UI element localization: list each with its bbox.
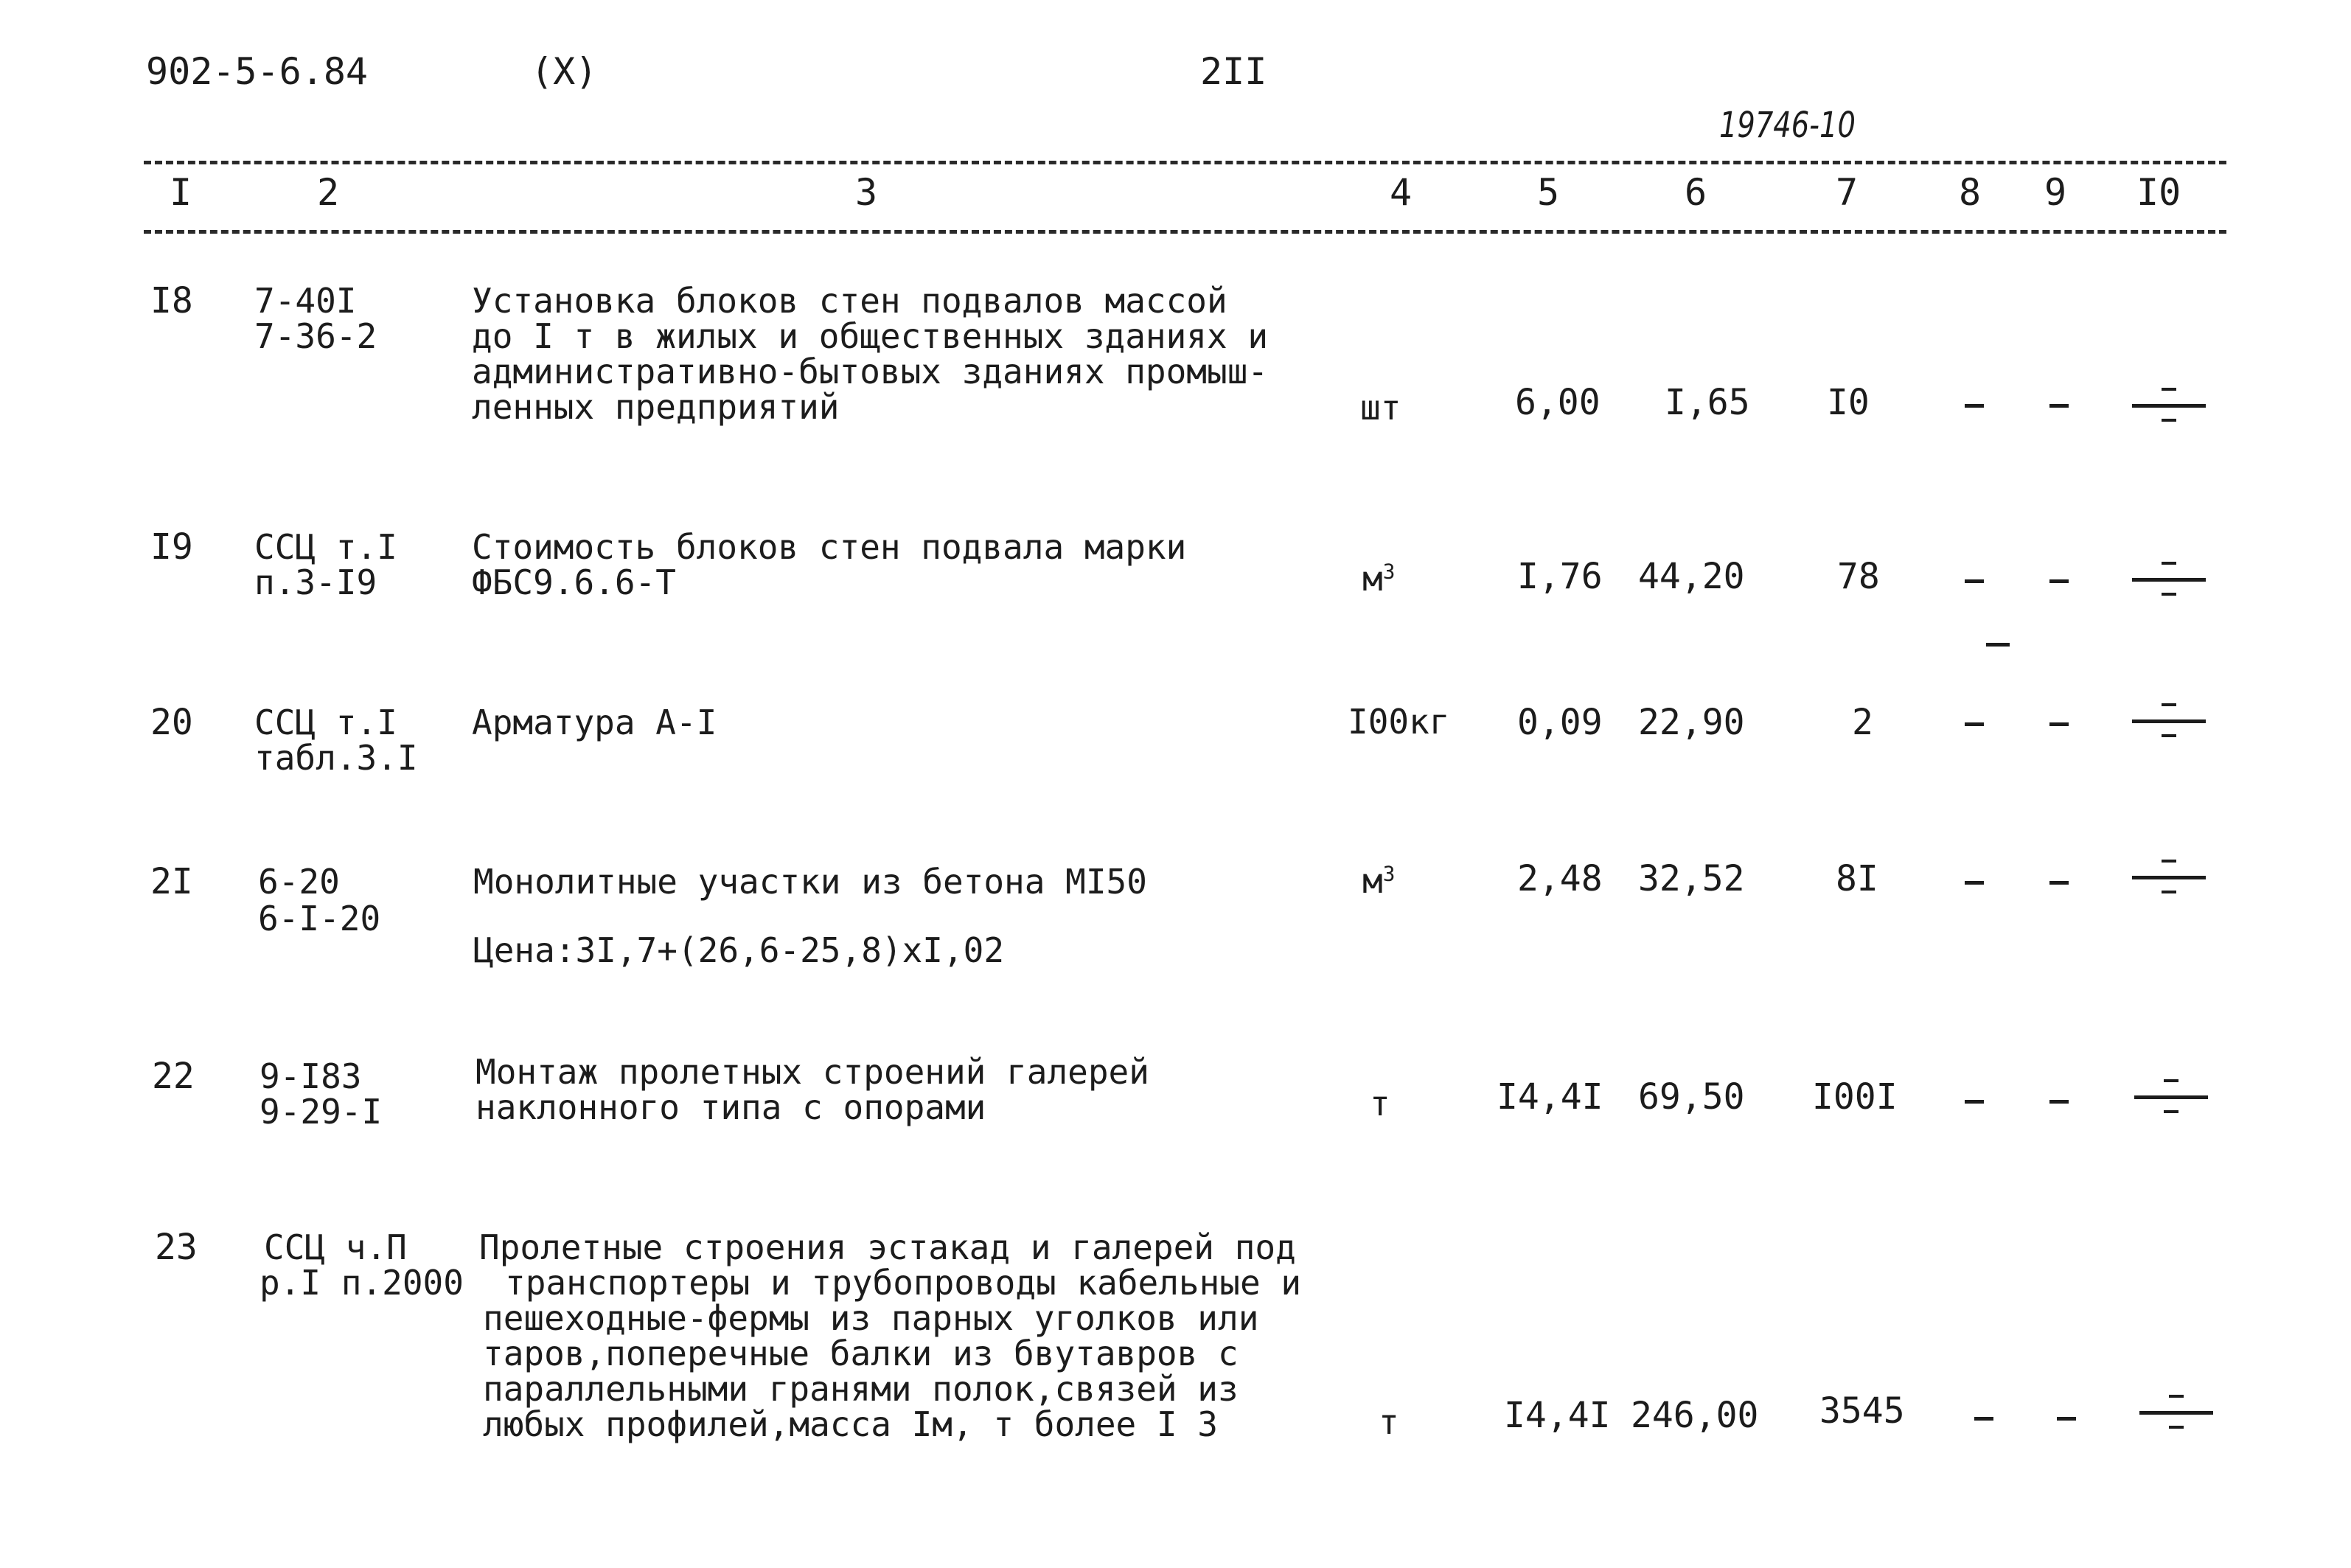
total-cost: 78: [1837, 556, 1880, 597]
work-description: Монтаж пролетных строений галерей: [476, 1052, 1149, 1092]
empty-cell-dash: [1974, 1417, 1993, 1421]
norm-code: ССЦ ч.П: [264, 1227, 407, 1267]
header-rule-bottom: [144, 230, 2226, 234]
division-mark: [2132, 857, 2206, 898]
division-mark: [2132, 700, 2206, 742]
price-note: Цена:3I,7+(26,6-25,8)хI,02: [473, 930, 1005, 970]
work-description: транспортеры и трубопроводы кабельные и: [505, 1263, 1302, 1303]
empty-cell-dash: [1965, 722, 1984, 726]
norm-code: 7-40I: [254, 281, 357, 321]
unit: т: [1370, 1084, 1390, 1123]
quantity: 2,48: [1517, 858, 1603, 899]
unit-price: 22,90: [1638, 702, 1745, 743]
total-cost: 8I: [1836, 858, 1878, 899]
work-description: любых профилей,масса Iм, т более I 3: [483, 1404, 1218, 1444]
quantity: 6,00: [1515, 382, 1601, 423]
work-description: Монолитные участки из бетона МI50: [473, 862, 1147, 902]
quantity: I4,4I: [1504, 1395, 1611, 1436]
unit-price: 246,00: [1631, 1395, 1759, 1436]
row-number: 22: [152, 1056, 195, 1097]
row-number: 2I: [150, 861, 193, 902]
column-header: 3: [855, 171, 878, 214]
column-header: 9: [2044, 171, 2067, 214]
work-description: Стоимость блоков стен подвала марки: [472, 527, 1187, 567]
norm-code: ССЦ т.I: [254, 703, 397, 742]
norm-code: 6-20: [258, 862, 340, 902]
unit: т: [1379, 1402, 1399, 1442]
work-description: таров,поперечные балки из бвутавров с: [483, 1334, 1239, 1373]
work-description: ФБС9.6.6-Т: [472, 562, 676, 602]
work-description: параллельными гранями полок,связей из: [483, 1369, 1239, 1409]
column-header: 5: [1537, 171, 1560, 214]
column-header: I: [170, 171, 192, 214]
norm-code: 9-I83: [260, 1056, 362, 1096]
norm-code: табл.3.I: [254, 738, 418, 778]
quantity: 0,09: [1517, 702, 1603, 743]
work-description: пешеходные-фермы из парных уголков или: [483, 1298, 1259, 1338]
unit-price: 44,20: [1638, 556, 1745, 597]
row-number: 20: [150, 702, 193, 743]
norm-code: ССЦ т.I: [254, 527, 397, 567]
row-number: 23: [155, 1227, 198, 1268]
unit: I00кг: [1348, 702, 1450, 742]
work-description: Арматура А-I: [472, 703, 717, 742]
column-header: 4: [1390, 171, 1413, 214]
document-code: 902-5-6.84: [146, 50, 369, 93]
division-mark: [2132, 385, 2206, 426]
empty-cell-dash: [2057, 1417, 2076, 1421]
column-header: 8: [1959, 171, 1982, 214]
empty-cell-dash: [1965, 579, 1984, 583]
empty-cell-dash: [2049, 579, 2069, 583]
quantity: I,76: [1517, 556, 1603, 597]
empty-cell-dash: [1965, 1100, 1984, 1104]
column-header: 2: [317, 171, 340, 214]
work-description: Пролетные строения эстакад и галерей под: [479, 1227, 1296, 1267]
unit-price: I,65: [1665, 382, 1750, 423]
empty-cell-dash: [2049, 722, 2069, 726]
work-description: ленных предприятий: [472, 387, 840, 427]
stray-mark: [1986, 643, 2010, 647]
column-header: 6: [1685, 171, 1707, 214]
work-description: административно-бытовых зданиях промыш-: [472, 352, 1269, 391]
empty-cell-dash: [2049, 404, 2069, 408]
empty-cell-dash: [1965, 404, 1984, 408]
division-mark: [2134, 1076, 2208, 1118]
norm-code: п.3-I9: [254, 562, 377, 602]
empty-cell-dash: [2049, 881, 2069, 885]
empty-cell-dash: [1965, 881, 1984, 885]
division-mark: [2132, 559, 2206, 600]
total-cost: 2: [1852, 702, 1873, 743]
norm-code: р.I п.2000: [260, 1263, 464, 1303]
norm-code: 7-36-2: [254, 316, 377, 356]
stamp-number: 19746-10: [1719, 105, 1856, 146]
header-rule-top: [144, 161, 2226, 164]
division-mark: [2139, 1392, 2213, 1433]
work-description: до I т в жилых и общественных зданиях и: [472, 316, 1269, 356]
unit-price: 69,50: [1638, 1076, 1745, 1118]
empty-cell-dash: [2049, 1100, 2069, 1104]
page-number: 2II: [1200, 50, 1267, 93]
row-number: I9: [150, 526, 193, 568]
total-cost: I00I: [1812, 1076, 1898, 1118]
unit: $м^3$: [1362, 861, 1396, 901]
unit: $м^3$: [1362, 559, 1396, 599]
unit-price: 32,52: [1638, 858, 1745, 899]
total-cost: 3545: [1819, 1390, 1905, 1432]
quantity: I4,4I: [1497, 1076, 1603, 1118]
row-number: I8: [150, 280, 193, 321]
work-description: наклонного типа с опорами: [476, 1087, 986, 1127]
norm-code: 6-I-20: [258, 899, 381, 938]
unit: шт: [1360, 388, 1401, 428]
column-header: 7: [1836, 171, 1859, 214]
work-description: Установка блоков стен подвалов массой: [472, 281, 1227, 321]
variant-label: (X): [531, 50, 598, 93]
column-header: I0: [2136, 171, 2181, 214]
total-cost: I0: [1827, 382, 1870, 423]
norm-code: 9-29-I: [260, 1092, 383, 1132]
